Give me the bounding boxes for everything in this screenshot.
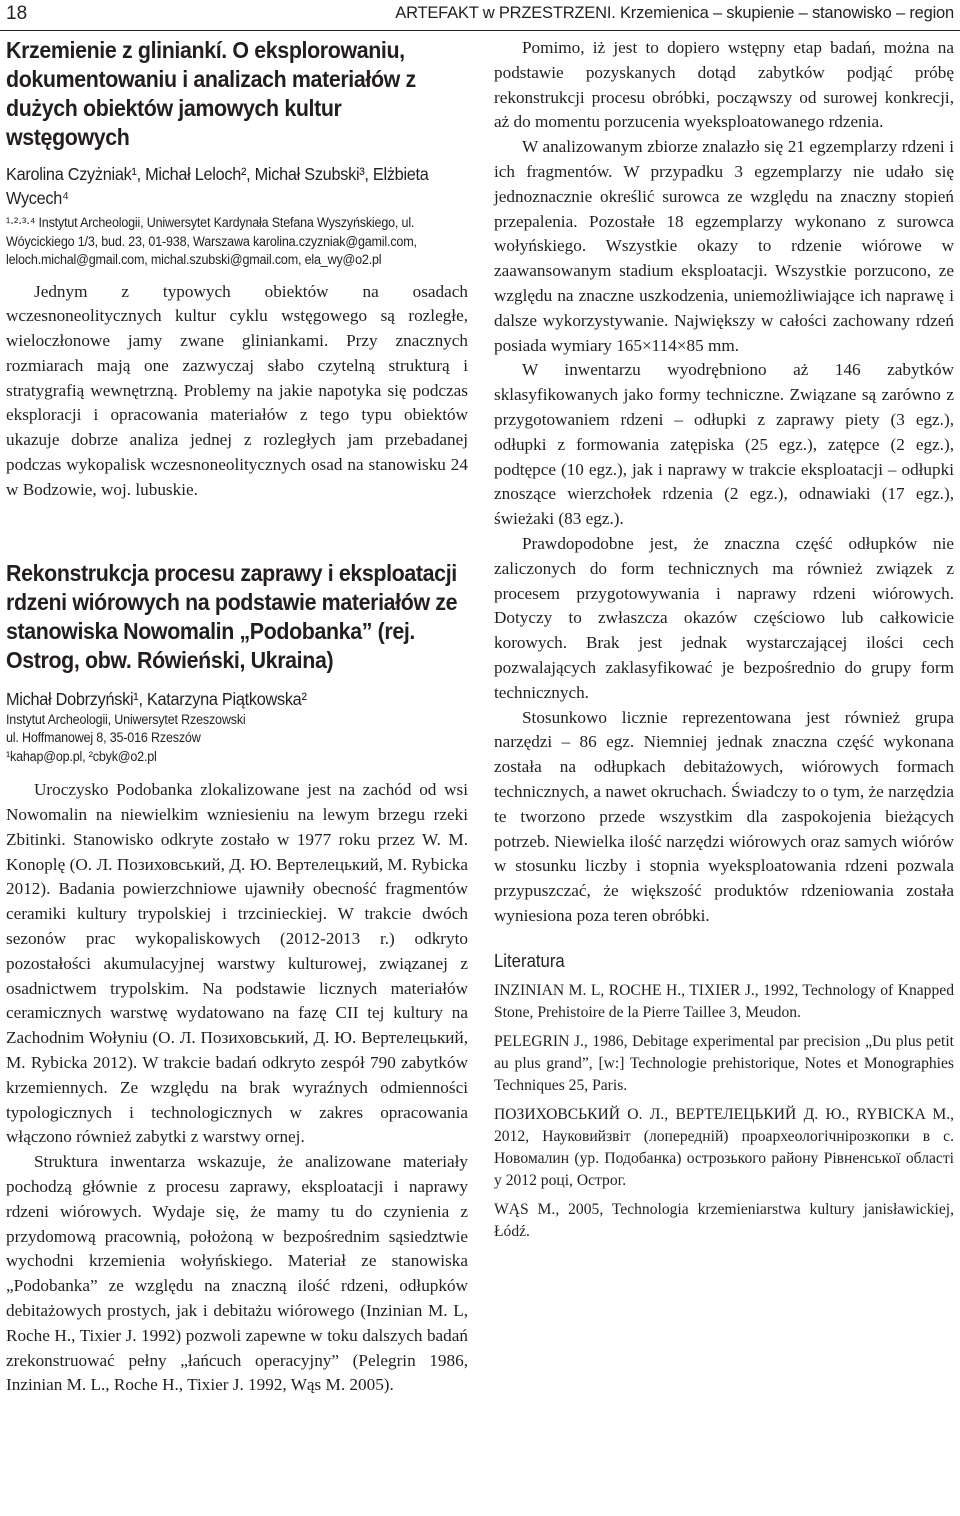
- page-number: 18: [6, 3, 28, 24]
- article2-paragraph-3: Pomimo, iż jest to dopiero wstępny etap badań, można na podstawie pozyskanych dotąd zabytków podjąć próbę rekonstrukcji procesu obróbki, począwszy od surowej konkrecji, aż do momentu porzucenia wyeksploatowanego rdzenia.: [494, 38, 954, 132]
- article2-paragraph-4: W analizowanym zbiorze znalazło się 21 egzemplarzy rdzeni i ich fragmentów. W przypadku 3 egzemplarzy nie udało się jednoznacznie określić surowca ze względu na znaczny stopień przepalenia. Pozostałe 18 egzemplarzy wykonano z surowca wołyńskiego. Wszystkie okazy to rdzenie wiórowe w zaawansowanym stadium eksploatacji. Wszystkie porzucono, ze względu na znaczne uszkodzenia, uniemożliwiające ich naprawę i dalsze wykorzystywanie. Największy w całości zachowany rdzeń posiada wymiary 165×114×85 mm.: [494, 137, 954, 355]
- article2-title: Rekonstrukcja procesu zaprawy i eksploatacji rdzeni wiórowych na podstawie materiałów ze stanowiska Nowomalin „Podobanka” (rej. Ostrog, obw. Rówieński, Ukraina): [6, 559, 458, 673]
- right-column: [494, 36, 954, 1250]
- reference-item: INZINIAN M. L, ROCHE H., TIXIER J., 1992, Technology of Knapped Stone, Prehistoire de la Pierre Taillee 3, Meudon.: [494, 981, 954, 1021]
- article2-paragraph-1: Uroczysko Podobanka zlokalizowane jest na zachód od wsi Nowomalin na niewielkim wzniesieniu na lewym brzegu rzeki Zbitinki. Stanowisko odkryte zostało w 1977 roku przez W. M. Konoplę (О. Л. Позиховський, Д. Ю. Вертелецький, M. Rybicka 2012). Badania powierzchniowe ujawniły obecność fragmentów ceramiki kultury trypolskiej i trzcinieckiej. W trakcie dwóch sezonów prac wykopaliskowych (2012-2013 r.) odkryto pozostałości akumulacyjnej warstwy kulturowej, związanej z osadnictwem trypolskim. Na podstawie licznych materiałów ceramicznych warstwę wydatowano na fazę CII tej kultury na Zachodnim Wołyniu (О. Л. Позиховський, Д. Ю. Вертелецький, M. Rybicka 2012). W trakcie badań odkryto zespół 790 zabytków krzemiennych. Ze względu na brak wyraźnych odmienności typologicznych i technologicznych w zakres opracowania włączono również zabytki z warstwy ornej.: [6, 780, 468, 1147]
- article2-paragraph-2: Struktura inwentarza wskazuje, że analizowane materiały pochodzą głównie z procesu zaprawy, eksploatacji i naprawy rdzeni wiórowych. Wydaje się, że mamy tu do czynienia z przydomową pracownią, położoną w bezpośrednim sąsiedztwie wychodni krzemienia wołyńskiego. Materiał ze stanowiska „Podobanka” ze względu na znaczną ilość rdzeni, odłupków debitażowych prostych, jak i debitażu wiórowego (Inzinian M. L, Roche H., Tixier J. 1992) pozwoli zapewne w toku dalszych badań zrekonstruować pełny „łańcuch operacyjny” (Pelegrin 1986, Inzinian M. L., Roche H., Tixier J. 1992, Wąs M. 2005).: [6, 1152, 468, 1395]
- reference-item: ПОЗИХОВСЬКИЙ О. Л., ВЕРТЕЛЕЦЬКИЙ Д. Ю., RYBICKA M., 2012, Науковийзвіт (лопередній) проархеологічнірозкопки в с. Новомалин (ур. Подобанка) острозького району Рівненської області у 2012 році, Острог.: [494, 1105, 954, 1189]
- article2-affiliation-address: ul. Hoffmanowej 8, 35-016 Rzeszów: [6, 730, 201, 746]
- article1-affiliation: ¹·²·³·⁴ Instytut Archeologii, Uniwersytet Kardynała Stefana Wyszyńskiego, ul. Wóycickiego 1/3, bud. 23, 01-938, Warszawa karolina.czyzniak@gamil.com, leloch.michal@gmail.com, michal.szubski@gmail.com, ela_wy@o2.pl: [6, 215, 417, 267]
- article1-title: Krzemienie z gliniankí. O eksplorowaniu, dokumentowaniu i analizach materiałów z dużych obiektów jamowych kultur wstęgowych: [6, 37, 416, 150]
- literature-heading: Literatura: [494, 950, 565, 971]
- article2-paragraph-7: Stosunkowo licznie reprezentowana jest również grupa narzędzi – 86 egz. Niemniej jednak znaczna część wykonana została na odłupkach debitażowych, wiórowych formach technicznych, a nawet okruchach. Świadczy to o tym, że narzędzia te tworzono przede wszystkim dla zaspokojenia bieżących potrzeb. Niewielka ilość narzędzi wiórowych oraz samych wiórów w stosunku liczby i stopnia wyeksploatowania rdzeni pozwala przypuszczać, że większość produktów rdzeniowania została wyniesiona poza teren obróbki.: [494, 707, 954, 925]
- left-column: [6, 36, 468, 1398]
- running-header: [0, 2, 960, 31]
- article1-authors: Karolina Czyżniak¹, Michał Leloch², Michał Szubski³, Elżbieta Wycech⁴: [6, 164, 429, 208]
- running-title: ARTEFAKT w PRZESTRZENI. Krzemienica – skupienie – stanowisko – region: [395, 4, 954, 22]
- article2-affiliation-institute: Instytut Archeologii, Uniwersytet Rzeszowski: [6, 711, 246, 727]
- article2-paragraph-5: W inwentarzu wyodrębniono aż 146 zabytków sklasyfikowanych jako formy techniczne. Związane są zarówno z przygotowaniem rdzeni – odłupki z zaprawy piety (3 egz.), odłupki z formowania zatępiska (25 egz.), zatępce (2 egz.), podtępce (10 egz.), jak i naprawy w trakcie eksploatacji – odłupki znoszące wierzchołek rdzenia (2 egz.), odnawiaki (17 egz.), świeżaki (83 egz.).: [494, 360, 954, 529]
- reference-item: WĄS M., 2005, Technologia krzemieniarstwa kultury janisławickiej, Łódź.: [494, 1200, 954, 1240]
- reference-item: PELEGRIN J., 1986, Debitage experimental par precision „Du plus petit au plus grand”, [w:] Technologie prehistorique, Notes et Monographies Techniques 25, Paris.: [494, 1032, 954, 1094]
- article2-affiliation-emails: ¹kahap@op.pl, ²cbyk@o2.pl: [6, 748, 157, 764]
- article2-authors: Michał Dobrzyński¹, Katarzyna Piątkowska²: [6, 688, 307, 709]
- article2-paragraph-6: Prawdopodobne jest, że znaczna część odłupków nie zaliczonych do form technicznych ma również związek z procesem przygotowywania i naprawy rdzeni wiórowych. Dotyczy to zwłaszcza okazów częściowo lub całkowicie korowych. Brak jest jednak wystarczającej ilości cech pozwalających zaklasyfikować je bezpośrednio do grupy form technicznych.: [494, 533, 954, 702]
- article1-body: Jednym z typowych obiektów na osadach wczesnoneolitycznych kultur cyklu wstęgowego są rozległe, wieloczłonowe jamy zwane gliniankami. Przy znacznych rozmiarach mają one zazwyczaj słabo czytelną strukturą i stratygrafią wewnętrzną. Problemy na jakie napotyka się podczas eksploracji i opracowania materiałów z tego typu obiektów ukazuje dobrze analiza jednej z rozległych jam przebadanej podczas wykopalisk wczesnoneolitycznych osad na stanowisku 24 w Bodzowie, woj. lubuskie.: [6, 281, 468, 499]
